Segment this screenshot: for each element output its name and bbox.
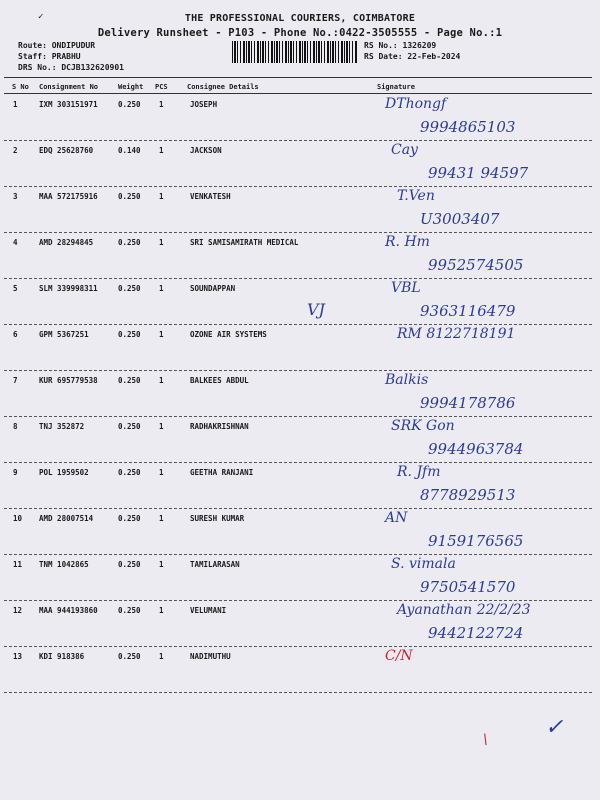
staff-label: Staff: PRABHU — [18, 52, 81, 61]
row-divider — [4, 600, 592, 601]
row-divider — [4, 416, 592, 417]
cell-weight: 0.250 — [118, 652, 141, 661]
signature-phone: 9994178786 — [420, 394, 516, 412]
header-rule-top — [4, 77, 592, 78]
cell-sno: 5 — [13, 284, 18, 293]
signature-phone: 9363116479 — [420, 302, 516, 320]
cell-consignee: TAMILARASAN — [190, 560, 240, 569]
cell-consignment: MAA 572175916 — [39, 192, 98, 201]
row-divider — [4, 554, 592, 555]
col-sno: S No — [12, 83, 29, 91]
cell-weight: 0.250 — [118, 468, 141, 477]
rs-date-label: RS Date: 22-Feb-2024 — [364, 52, 461, 61]
signature-phone: 9944963784 — [428, 440, 524, 458]
drs-label: DRS No.: DCJB132620901 — [18, 63, 124, 72]
cell-pcs: 1 — [159, 100, 164, 109]
signature-phone: 9952574505 — [428, 256, 524, 274]
cell-consignment: KUR 695779538 — [39, 376, 98, 385]
signature-phone: 9750541570 — [420, 578, 516, 596]
signature-phone: 9442122724 — [428, 624, 524, 642]
cell-pcs: 1 — [159, 560, 164, 569]
row-divider — [4, 646, 592, 647]
col-pcs: PCS — [155, 83, 168, 91]
cell-weight: 0.250 — [118, 606, 141, 615]
row-divider — [4, 278, 592, 279]
cell-weight: 0.140 — [118, 146, 141, 155]
signature-scrawl: RM 8122718191 — [397, 326, 516, 342]
cell-weight: 0.250 — [118, 422, 141, 431]
signature-scrawl: R. Hm — [385, 234, 430, 250]
route-label: Route: ONDIPUDUR — [18, 41, 96, 50]
cell-sno: 13 — [13, 652, 23, 661]
cell-pcs: 1 — [159, 514, 164, 523]
signature-scrawl: T.Ven — [397, 188, 435, 204]
row-divider — [4, 324, 592, 325]
row-divider — [4, 186, 592, 187]
cell-consignee: BALKEES ABDUL — [190, 376, 249, 385]
barcode — [232, 41, 358, 63]
cell-weight: 0.250 — [118, 192, 141, 201]
cell-consignment: POL 1959502 — [39, 468, 89, 477]
cell-sno: 7 — [13, 376, 18, 385]
rs-no-label: RS No.: 1326209 — [364, 41, 437, 50]
cell-pcs: 1 — [159, 606, 164, 615]
cell-consignee: JOSEPH — [190, 100, 218, 109]
cell-weight: 0.250 — [118, 100, 141, 109]
cell-pcs: 1 — [159, 652, 164, 661]
cell-weight: 0.250 — [118, 284, 141, 293]
col-consignment: Consignment No — [39, 83, 99, 91]
cell-weight: 0.250 — [118, 330, 141, 339]
cell-sno: 3 — [13, 192, 18, 201]
cell-sno: 12 — [13, 606, 23, 615]
cell-consignee: VELUMANI — [190, 606, 227, 615]
cell-consignment: TNJ 352872 — [39, 422, 85, 431]
footer-red-stroke: \ — [483, 732, 488, 748]
cell-pcs: 1 — [159, 468, 164, 477]
col-weight: Weight — [118, 83, 144, 91]
cell-consignment: EDQ 25628760 — [39, 146, 94, 155]
col-consignee: Consignee Details — [187, 83, 259, 91]
row-divider — [4, 692, 592, 693]
cell-sno: 9 — [13, 468, 18, 477]
footer-tick: ✓ — [545, 715, 564, 740]
signature-scrawl: VBL — [391, 280, 421, 296]
col-signature: Signature — [377, 83, 415, 91]
cell-consignment: GPM 5367251 — [39, 330, 89, 339]
signature-phone: 9994865103 — [420, 118, 516, 136]
row-divider — [4, 370, 592, 371]
row5-initials: VJ — [307, 300, 325, 319]
header-rule-bottom — [4, 93, 592, 94]
cell-sno: 2 — [13, 146, 18, 155]
runsheet-title: Delivery Runsheet - P103 - Phone No.:0422-3505555 - Page No.:1 — [97, 27, 503, 39]
signature-phone: U3003407 — [420, 210, 500, 228]
cell-consignee: OZONE AIR SYSTEMS — [190, 330, 267, 339]
cell-weight: 0.250 — [118, 514, 141, 523]
signature-scrawl: AN — [385, 510, 408, 526]
row-divider — [4, 140, 592, 141]
signature-scrawl: Balkis — [385, 372, 429, 388]
company-title: THE PROFESSIONAL COURIERS, COIMBATORE — [184, 13, 416, 24]
cell-consignment: SLM 339998311 — [39, 284, 98, 293]
signature-scrawl: Ayanathan 22/2/23 — [397, 602, 531, 618]
cell-weight: 0.250 — [118, 376, 141, 385]
cell-pcs: 1 — [159, 192, 164, 201]
cell-sno: 4 — [13, 238, 18, 247]
cell-sno: 8 — [13, 422, 18, 431]
cell-consignee: SOUNDAPPAN — [190, 284, 236, 293]
cell-consignment: TNM 1042865 — [39, 560, 89, 569]
signature-scrawl: C/N — [385, 648, 413, 664]
cell-pcs: 1 — [159, 330, 164, 339]
signature-phone: 99431 94597 — [428, 164, 529, 182]
signature-scrawl: R. Jfm — [397, 464, 441, 480]
tick-mark: ✓ — [38, 12, 44, 22]
cell-consignee: GEETHA RANJANI — [190, 468, 254, 477]
cell-consignment: IXM 303151971 — [39, 100, 98, 109]
cell-weight: 0.250 — [118, 560, 141, 569]
row-divider — [4, 462, 592, 463]
cell-consignee: SURESH KUMAR — [190, 514, 245, 523]
cell-consignee: RADHAKRISHNAN — [190, 422, 249, 431]
cell-sno: 1 — [13, 100, 18, 109]
cell-consignment: AMD 28007514 — [39, 514, 94, 523]
cell-pcs: 1 — [159, 376, 164, 385]
cell-pcs: 1 — [159, 422, 164, 431]
cell-consignee: JACKSON — [190, 146, 222, 155]
signature-phone: 8778929513 — [420, 486, 516, 504]
cell-consignee: VENKATESH — [190, 192, 231, 201]
signature-scrawl: SRK Gon — [391, 418, 455, 434]
cell-sno: 10 — [13, 514, 23, 523]
signature-scrawl: Cay — [391, 142, 418, 158]
cell-weight: 0.250 — [118, 238, 141, 247]
cell-pcs: 1 — [159, 284, 164, 293]
signature-scrawl: DThongf — [385, 96, 447, 112]
cell-pcs: 1 — [159, 238, 164, 247]
cell-consignee: NADIMUTHU — [190, 652, 231, 661]
cell-consignee: SRI SAMISAMIRATH MEDICAL — [190, 238, 299, 247]
cell-pcs: 1 — [159, 146, 164, 155]
row-divider — [4, 508, 592, 509]
row-divider — [4, 232, 592, 233]
cell-sno: 6 — [13, 330, 18, 339]
signature-scrawl: S. vimala — [391, 556, 456, 572]
cell-consignment: AMD 28294845 — [39, 238, 94, 247]
signature-phone: 9159176565 — [428, 532, 524, 550]
cell-sno: 11 — [13, 560, 23, 569]
cell-consignment: KDI 918386 — [39, 652, 85, 661]
cell-consignment: MAA 944193860 — [39, 606, 98, 615]
